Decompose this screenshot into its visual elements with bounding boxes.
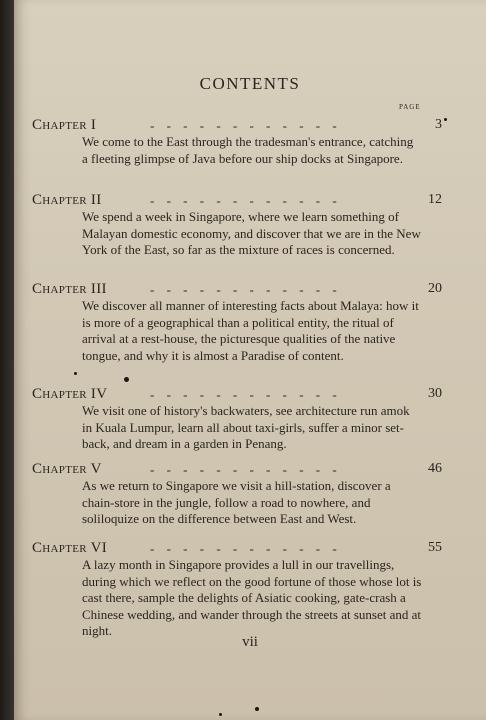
chapter-description: We discover all manner of interesting facts about Malaya: how it is more of a geographical than a political entity, the ritual of arrival at a rest-house, the picturesque qualities of the native tongue, and why it is almost a Paradise of content. bbox=[82, 298, 419, 363]
chapter-entry bbox=[32, 386, 442, 453]
chapter-description: We come to the East through the tradesman's entrance, catching a fleeting glimpse of Java before our ship docks at Singapore. bbox=[82, 134, 414, 166]
chapter-page-number: 30 bbox=[428, 386, 442, 401]
ink-speck bbox=[219, 713, 222, 716]
chapter-description: A lazy month in Singapore provides a lull in our travellings, during which we reflect on the good fortune of those whose lot is cast there, sample the delights of Asiatic cooking, gate-crash a Chinese wedding, and wander through the streets at sunset and at night. bbox=[82, 557, 422, 638]
chapter-description: We visit one of history's backwaters, see architecture run amok in Kuala Lumpur, learn all about taxi-girls, suffer a minor set-back, and dream in a garden in Penang. bbox=[82, 403, 410, 451]
chapter-description: As we return to Singapore we visit a hill-station, discover a chain-store in the jungle, follow a road to nowhere, and soliloquize on the difference between East and West. bbox=[82, 478, 391, 526]
chapter-page-number: 20 bbox=[428, 281, 442, 296]
page-title: CONTENTS bbox=[199, 74, 301, 93]
chapter-label: Chapter VI bbox=[32, 540, 108, 556]
chapter-label: Chapter III bbox=[32, 281, 107, 297]
leader-dashes: - - - - - - - - - - - - bbox=[150, 541, 337, 556]
chapter-label: Chapter IV bbox=[32, 386, 108, 402]
leader-dashes: - - - - - - - - - - - - bbox=[150, 387, 337, 402]
page-column-label: PAGE bbox=[399, 103, 421, 111]
ink-speck bbox=[444, 118, 447, 121]
chapter-entry bbox=[32, 281, 442, 364]
leader-dashes: - - - - - - - - - - - - bbox=[150, 118, 337, 133]
chapter-page-number: 55 bbox=[428, 540, 442, 555]
ink-speck bbox=[255, 707, 259, 711]
chapter-entry bbox=[32, 461, 442, 528]
chapter-entry bbox=[32, 117, 442, 167]
chapter-page-number: 3 bbox=[435, 117, 442, 132]
chapter-entry bbox=[32, 540, 442, 640]
chapter-label: Chapter V bbox=[32, 461, 102, 477]
leader-dashes: - - - - - - - - - - - - bbox=[150, 193, 337, 208]
leader-dashes: - - - - - - - - - - - - bbox=[150, 462, 337, 477]
ink-speck bbox=[74, 372, 77, 375]
book-binding bbox=[0, 0, 14, 720]
chapter-page-number: 46 bbox=[428, 461, 442, 476]
book-page bbox=[14, 0, 486, 720]
ink-speck bbox=[124, 377, 129, 382]
leader-dashes: - - - - - - - - - - - - bbox=[150, 282, 337, 297]
chapter-entry bbox=[32, 192, 442, 259]
chapter-label: Chapter II bbox=[32, 192, 102, 208]
page-folio: vii bbox=[242, 634, 258, 650]
chapter-label: Chapter I bbox=[32, 117, 97, 133]
chapter-page-number: 12 bbox=[428, 192, 442, 207]
chapter-description: We spend a week in Singapore, where we learn something of Malayan domestic economy, and discover that we are in the New York of the East, so far as the mixture of races is concerned. bbox=[82, 209, 421, 257]
